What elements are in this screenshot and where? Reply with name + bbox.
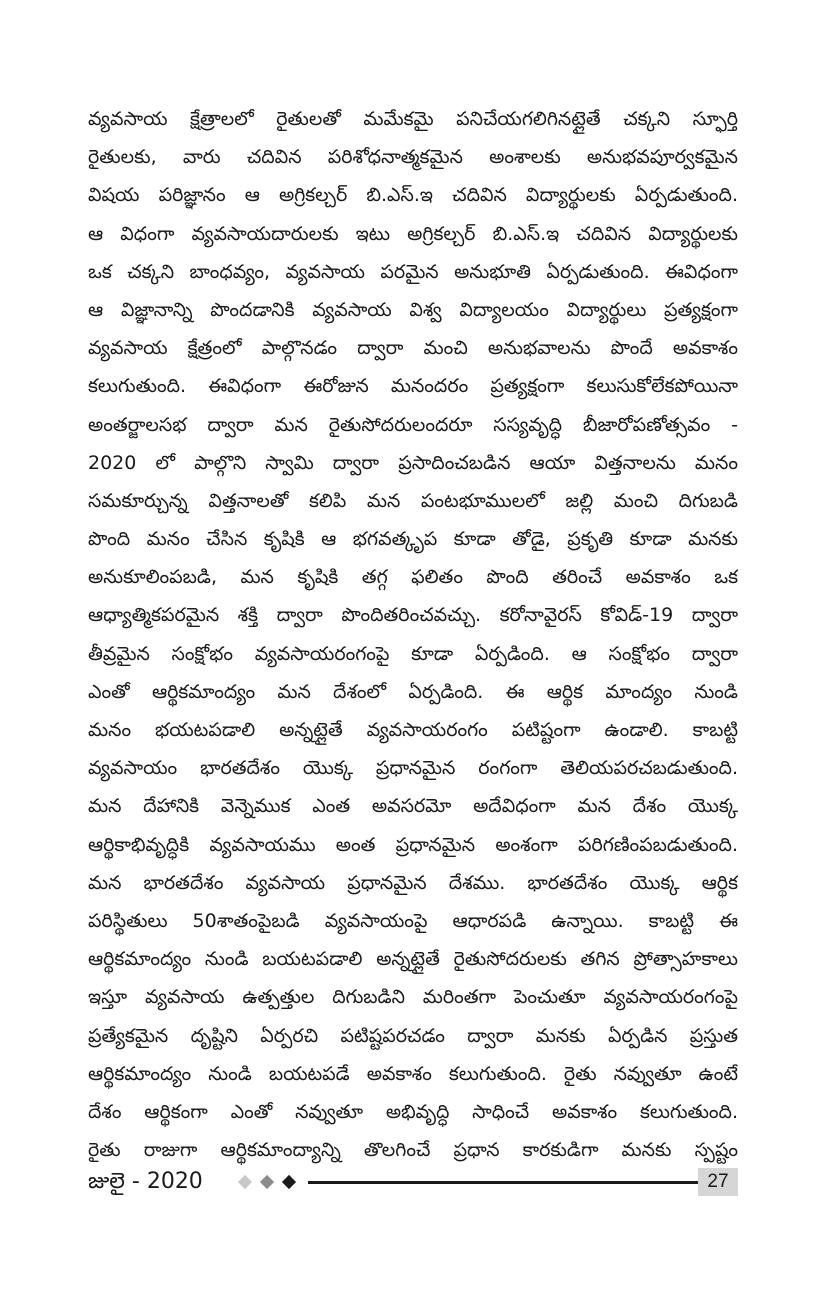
- text-line: ఆర్థికమాంద్యం నుండి బయటపడాలి అన్నట్లైతే రైతుసోదరులకు తగిన ప్రోత్సాహకాలు: [88, 948, 738, 971]
- light-diamond-icon: [238, 1175, 252, 1189]
- text-line: అనుకూలింపబడి, మన కృషికి తగ్గ ఫలితం పొంది తరించే అవకాశం ఒక: [88, 566, 738, 589]
- text-line: మన దేహానికి వెన్నెముక ఎంత అవసరమో అదేవిధంగా మన దేశం యొక్క: [88, 795, 738, 818]
- text-line: రైతు రాజుగా ఆర్థికమాంద్యాన్ని తొలగించే ప్రధాన కారకుడిగా మనకు స్పష్టం: [88, 1139, 738, 1162]
- text-line: ఆర్థికమాంద్యం నుండి బయటపడే అవకాశం కలుగుతుంది. రైతు నవ్వుతూ ఉంటే: [88, 1062, 738, 1085]
- text-line: వ్యవసాయ క్షేత్రంలో పాల్గొనడం ద్వారా మంచి అనుభవాలను పొందే అవకాశం: [88, 337, 738, 360]
- footer-rule: [308, 1181, 704, 1184]
- text-line: పరిస్థితులు 50శాతంపైబడి వ్యవసాయంపై ఆధారపడి ఉన్నాయి. కాబట్టి ఈ: [88, 909, 738, 932]
- text-line: ప్రత్యేకమైన దృష్టిని ఏర్పరచి పటిష్టపరచడం ద్వారా మనకు ఏర్పడిన ప్రస్తుత: [88, 1024, 738, 1047]
- text-line: మనం భయటపడాలి అన్నట్లైతే వ్యవసాయరంగం పటిష్టంగా ఉండాలి. కాబట్టి: [88, 719, 738, 741]
- page-footer: [88, 1166, 738, 1198]
- mid-diamond-icon: [260, 1175, 274, 1189]
- issue-month-label: జులై - 2020: [88, 1169, 203, 1194]
- text-line: ఆర్థికాభివృద్ధికి వ్యవసాయము అంత ప్రధానమైన అంశంగా పరిగణింపబడుతుంది.: [88, 833, 738, 856]
- text-line: ఒక చక్కని బాంధవ్యం, వ్యవసాయ పరమైన అనుభూతి ఏర్పడుతుంది. ఈవిధంగా: [88, 260, 738, 283]
- text-line: సమకూర్చున్న విత్తనాలతో కలిపి మన పంటభూములలో జల్లి మంచి దిగుబడి: [88, 489, 738, 512]
- text-line: కలుగుతుంది. ఈవిధంగా ఈరోజున మనందరం ప్రత్యక్షంగా కలుసుకోలేకపోయినా: [88, 375, 738, 398]
- text-line: మన భారతదేశం వ్యవసాయ ప్రధానమైన దేశము. భారతదేశం యొక్క ఆర్థిక: [88, 871, 738, 894]
- text-line: వ్యవసాయం భారతదేశం యొక్క ప్రధానమైన రంగంగా తెలియపరచబడుతుంది.: [88, 757, 738, 780]
- text-line: విషయ పరిజ్ఞానం ఆ అగ్రికల్చర్ బి.ఎస్.ఇ చదివిన విద్యార్థులకు ఏర్పడుతుంది.: [88, 184, 738, 207]
- article-body: [88, 100, 738, 1169]
- text-line: ఎంతో ఆర్థికమాంద్యం మన దేశంలో ఏర్పడింది. ఈ ఆర్థిక మాంద్యం నుండి: [88, 680, 738, 703]
- text-line: ఆ విధంగా వ్యవసాయదారులకు ఇటు అగ్రికల్చర్ బి.ఎస్.ఇ చదివిన విద్యార్థులకు: [88, 222, 738, 245]
- page-number: 27: [698, 1168, 738, 1196]
- text-line: అంతర్జాలసభ ద్వారా మన రైతుసోదరులందరూ సస్యవృద్ధి బీజారోపణోత్సవం -: [88, 413, 738, 436]
- text-line: ఆధ్యాత్మికపరమైన శక్తి ద్వారా పొందితరించవచ్చు. కరోనావైరస్ కోవిడ్-19 ద్వారా: [88, 604, 738, 627]
- text-line: తీవ్రమైన సంక్షోభం వ్యవసాయరంగంపై కూడా ఏర్పడింది. ఆ సంక్షోభం ద్వారా: [88, 642, 738, 665]
- text-line: ఇస్తూ వ్యవసాయ ఉత్పత్తుల దిగుబడిని మరింతగా పెంచుతూ వ్యవసాయరంగంపై: [88, 986, 738, 1009]
- text-line: వ్యవసాయ క్షేత్రాలలో రైతులతో మమేకమై పనిచేయగలిగినట్లైతే చక్కని స్ఫూర్తి: [88, 108, 738, 130]
- dark-diamond-icon: [282, 1175, 296, 1189]
- text-line: ఆ విజ్ఞానాన్ని పొందడానికి వ్యవసాయ విశ్వ విద్యాలయం విద్యార్థులు ప్రత్యక్షంగా: [88, 298, 738, 321]
- text-line: దేశం ఆర్థికంగా ఎంతో నవ్వుతూ అభివృద్ధి సాధించే అవకాశం కలుగుతుంది.: [88, 1100, 738, 1123]
- text-line: 2020 లో పాల్గొని స్వామి ద్వారా ప్రసాదించబడిన ఆయా విత్తనాలను మనం: [88, 451, 738, 474]
- text-line: పొంది మనం చేసిన కృషికి ఆ భగవత్కృప కూడా తోడై, ప్రకృతి కూడా మనకు: [88, 528, 738, 551]
- text-line: రైతులకు, వారు చదివిన పరిశోధనాత్మకమైన అంశాలకు అనుభవపూర్వకమైన: [88, 146, 738, 169]
